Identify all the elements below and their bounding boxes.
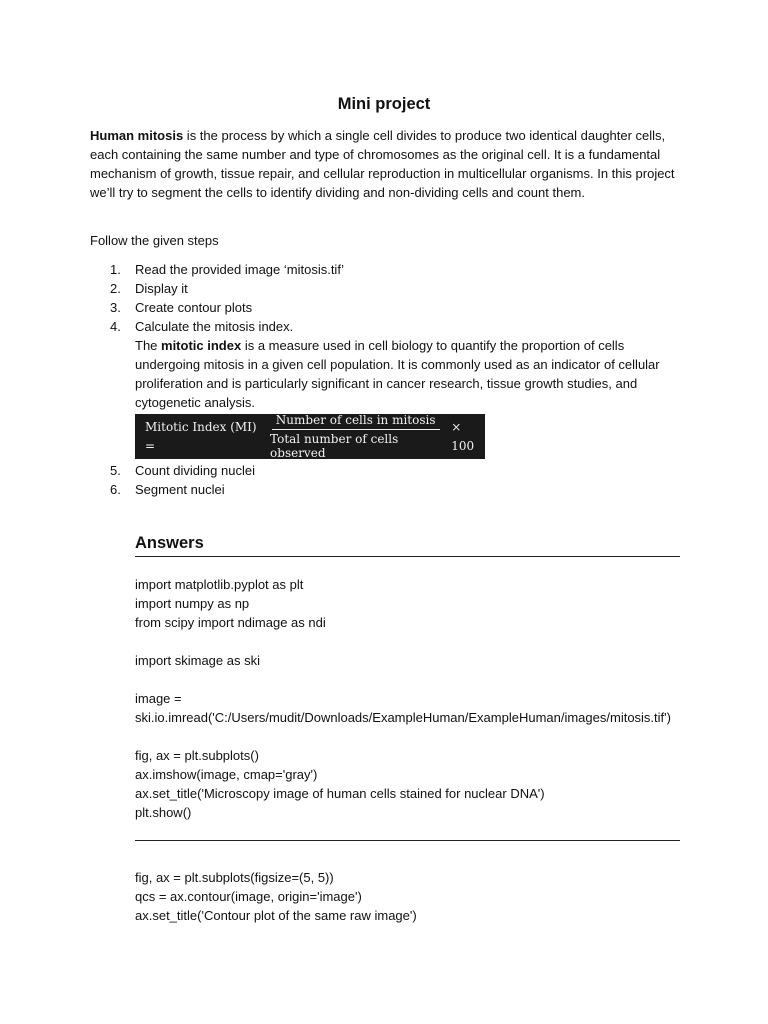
step-number: 4. xyxy=(110,319,121,334)
step-number: 5. xyxy=(110,463,121,478)
steps-list xyxy=(90,260,680,499)
list-item xyxy=(90,317,680,459)
list-item xyxy=(90,260,680,279)
step-text: Count dividing nuclei xyxy=(135,463,255,478)
step-number: 3. xyxy=(110,300,121,315)
formula-lhs: Mitotic Index (MI) = xyxy=(145,419,257,453)
section-divider xyxy=(135,840,680,841)
follow-steps-text: Follow the given steps xyxy=(90,233,219,248)
intro-paragraph xyxy=(90,126,680,202)
step-number: 1. xyxy=(110,262,121,277)
formula-fraction xyxy=(266,413,445,460)
step-text: Read the provided image ‘mitosis.tif’ xyxy=(135,262,345,277)
page-title: Mini project xyxy=(337,95,431,113)
list-item xyxy=(90,298,680,317)
intro-bold-term: Human mitosis xyxy=(90,128,184,143)
answers-heading: Answers xyxy=(135,532,680,557)
mitotic-index-formula xyxy=(135,414,485,459)
step-text: Create contour plots xyxy=(135,300,253,315)
mitotic-index-description xyxy=(135,336,680,412)
intro-text: is the process by which a single cell divides to produce two identical daughter cells, each containing the same number and type of chromosomes as the original cell. It is a fundamental mechanism of growth, tissue repair, and cellular reproduction in multicellular organisms. In this project we’ll try to segment the cells to identify dividing and non-dividing cells and count them. xyxy=(90,128,675,200)
formula-denominator: Total number of cells observed xyxy=(270,432,399,460)
step-number: 6. xyxy=(110,482,121,497)
formula-rhs: × 100 xyxy=(451,419,475,453)
mitotic-bold-term: mitotic index xyxy=(161,338,242,353)
step-text: Calculate the mitosis index. xyxy=(135,319,294,334)
step-text: Display it xyxy=(135,281,188,296)
list-item xyxy=(90,279,680,298)
formula-numerator: Number of cells in mitosis xyxy=(272,413,440,430)
step-text: Segment nuclei xyxy=(135,482,225,497)
code-block-imports-display: import matplotlib.pyplot as plt import numpy as np from scipy import ndimage as ndi import skimage as ski image = ski.io.imread('C:/Users/mudit/Downloads/ExampleHuman/ExampleHuman/images/mitosis.tif') fig, ax = plt.subplots() ax.imshow(image, cmap='gray') ax.set_title('Microscopy image of human cells stained for nuclear DNA') plt.show() xyxy=(135,577,671,820)
mitotic-rest: is a measure used in cell biology to quantify the proportion of cells undergoing mitosis in a given cell population. It is commonly used as an indicator of cellular proliferation and is particularly significant in cancer research, tissue growth studies, and cytogenetic analysis. xyxy=(135,338,660,410)
mitotic-pre: The xyxy=(135,338,162,353)
list-item xyxy=(90,480,680,499)
step-number: 2. xyxy=(110,281,121,296)
list-item xyxy=(90,461,680,480)
code-block-contour: fig, ax = plt.subplots(figsize=(5, 5)) qcs = ax.contour(image, origin='image') ax.set_title('Contour plot of the same raw image') xyxy=(135,870,417,923)
